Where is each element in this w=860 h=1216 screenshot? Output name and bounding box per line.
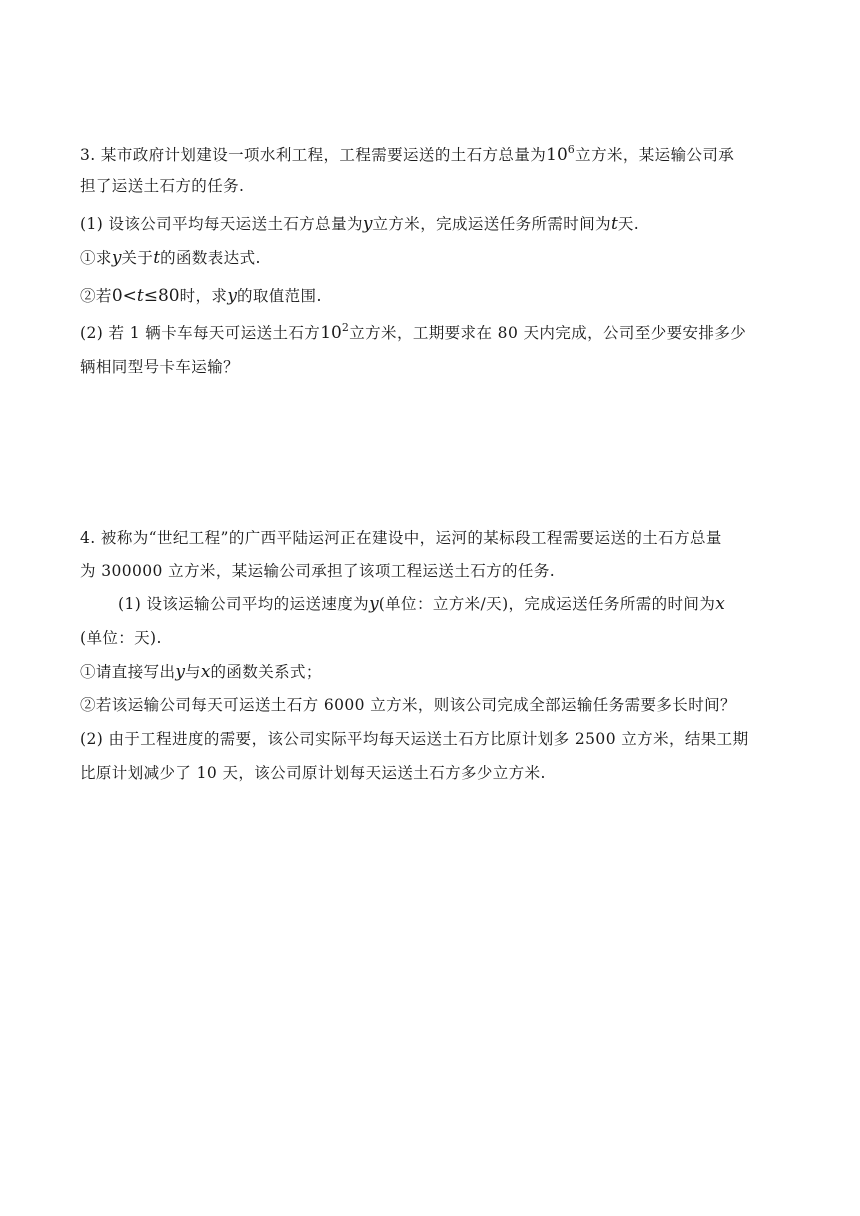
sub-text: ①请直接写出: [80, 663, 176, 681]
problem4-sub1: [80, 661, 780, 683]
problem3-sub1: [80, 247, 780, 269]
var-t: t: [136, 286, 144, 306]
problem3-line2: 担了运送土石方的任务.: [80, 177, 245, 195]
problem3-text: 立方米，某运输公司承: [575, 146, 735, 164]
problem3-part1: [80, 213, 780, 235]
problem3-line1: [80, 144, 780, 166]
var-t: t: [153, 248, 161, 268]
power-base: 10: [320, 323, 342, 343]
var-x: x: [200, 662, 211, 682]
var-t: t: [611, 214, 618, 234]
problem3-sub2: [80, 285, 780, 307]
sub-text: 关于: [121, 249, 154, 267]
var-y: y: [111, 248, 122, 268]
less-equal-sign: ≤: [143, 286, 158, 306]
problem4-part1-line2: (单位：天).: [80, 629, 162, 647]
sub-text: 的函数关系式；: [210, 663, 322, 681]
sub-text: 时，求: [179, 287, 228, 305]
sub-text: 的取值范围.: [236, 287, 322, 305]
problem4-part1: [118, 593, 780, 615]
part-text: (1) 设该运输公司平均的运送速度为: [118, 595, 370, 613]
problem4-sub2: ②若该运输公司每天可运送土石方 6000 立方米，则该公司完成全部运输任务需要多长时间？: [80, 696, 736, 714]
part-text: 立方米，完成运送任务所需时间为: [372, 215, 612, 233]
number-eighty: 80: [157, 286, 180, 306]
power-exponent: 6: [567, 143, 576, 156]
var-y: y: [369, 594, 379, 614]
part-text: 立方米，工期要求在 80 天内完成，公司至少要安排多少: [349, 324, 747, 342]
problem3-text: 3. 某市政府计划建设一项水利工程，工程需要运送的土石方总量为: [80, 146, 547, 164]
power-exponent: 2: [341, 321, 350, 334]
part-text: (单位：立方米/天)，完成运送任务所需的时间为: [378, 595, 716, 613]
power-base: 10: [546, 145, 568, 165]
problem3-part2-line2: 辆相同型号卡车运输？: [80, 358, 240, 376]
var-x: x: [715, 594, 725, 614]
less-than-sign: <: [122, 286, 137, 306]
problem4-line2: 为 300000 立方米，某运输公司承担了该项工程运送土石方的任务.: [80, 562, 556, 580]
part-text: (2) 若 1 辆卡车每天可运送土石方: [80, 324, 321, 342]
problem4-part2-line2: 比原计划减少了 10 天，该公司原计划每天运送土石方多少立方米.: [80, 764, 546, 782]
problem3-part2: [80, 322, 780, 344]
sub-text: ①求: [80, 249, 112, 267]
sub-text: 与: [185, 663, 201, 681]
part-text: (1) 设该公司平均每天运送土石方总量为: [80, 215, 363, 233]
problem4-line1: 4. 被称为“世纪工程”的广西平陆运河正在建设中，运河的某标段工程需要运送的土石方总量: [80, 529, 722, 547]
part-text: 天.: [617, 215, 640, 233]
var-y: y: [227, 286, 237, 306]
var-y: y: [362, 214, 373, 234]
sub-text: ②若: [80, 287, 112, 305]
sub-text: 的函数表达式.: [160, 249, 261, 267]
problem4-part2-line1: (2) 由于工程进度的需要，该公司实际平均每天运送土石方比原计划多 2500 立方米，结果工期: [80, 730, 749, 748]
number-zero: 0: [111, 286, 123, 306]
var-y: y: [175, 662, 186, 682]
